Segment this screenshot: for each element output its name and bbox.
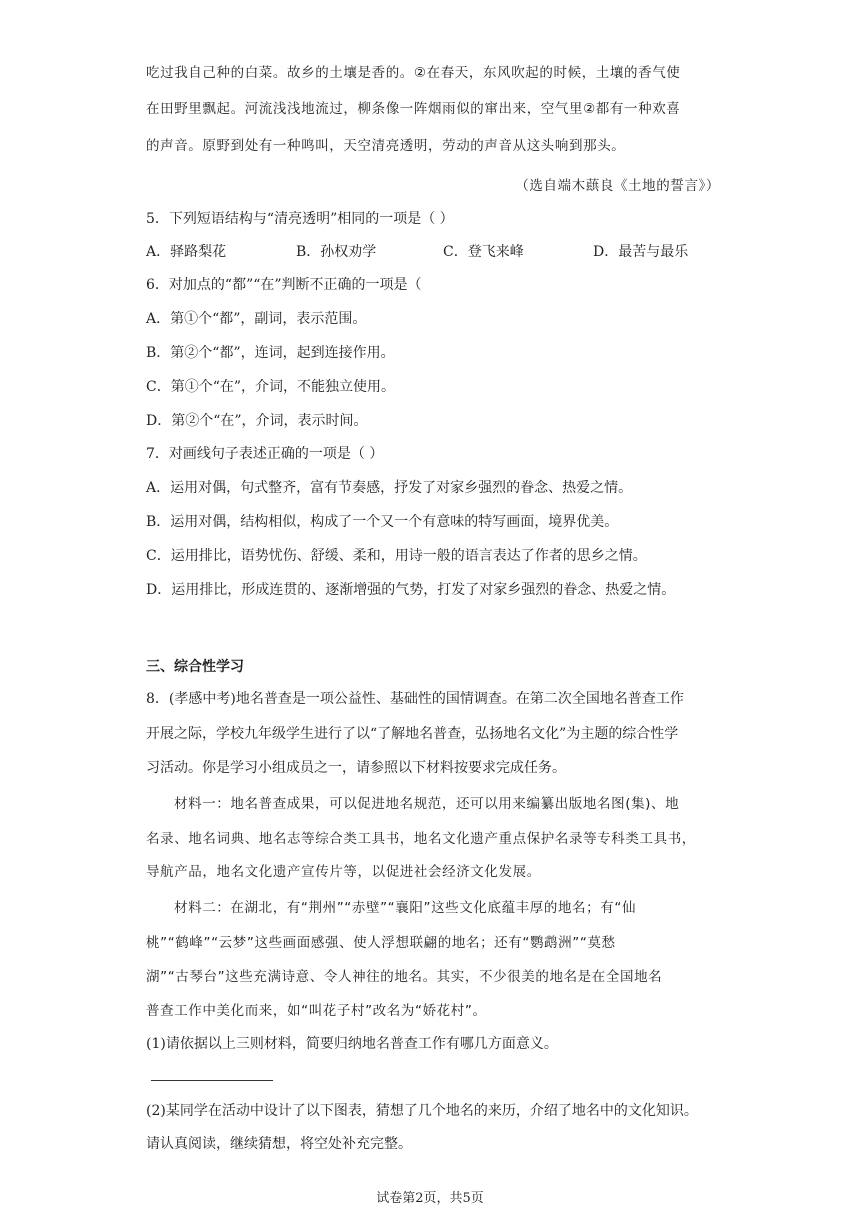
material1-line: 名录、地名词典、地名志等综合类工具书，地名文化遗产重点保护名录等专科类工具书，	[146, 831, 696, 847]
page-footer: 试卷第2页，共5页	[376, 1191, 484, 1206]
q8-sub2-line: 请认真阅读，继续猜想，将空处补充完整。	[146, 1136, 412, 1152]
q7-option-d: D．运用排比，形成连贯的、逐渐增强的气势，打发了对家乡强烈的眷念、热爱之情。	[146, 582, 676, 598]
q6-option-a: A．第①个“都”，副词，表示范围。	[146, 311, 367, 327]
q6-option-b: B．第②个“都”，连词，起到连接作用。	[146, 345, 395, 361]
passage-line: 的声音。原野到处有一种鸣叫，天空清亮透明，劳动的声音从这头响到那头。	[146, 138, 626, 154]
answer-blank[interactable]	[151, 1080, 273, 1081]
passage-source: （选自端木蕻良《土地的誓言》）	[515, 178, 720, 194]
material1-line: 材料一：地名普查成果，可以促进地名规范，还可以用来编纂出版地名图(集)、地	[174, 796, 680, 812]
section-heading: 三、综合性学习	[146, 659, 244, 675]
q7-option-b: B．运用对偶，结构相似，构成了一个又一个有意味的特写画面，境界优美。	[146, 514, 619, 530]
q8-intro-line: 8．(孝感中考)地名普查是一项公益性、基础性的国情调查。在第二次全国地名普查工作	[146, 691, 684, 707]
q5-stem: 5．下列短语结构与“清亮透明”相同的一项是（ ）	[146, 211, 454, 227]
q6-option-d: D．第②个“在”，介词，表示时间。	[146, 413, 368, 429]
q5-option-d: D．最苦与最乐	[593, 244, 689, 260]
material2-line: 普查工作中美化而来，如“叫花子村”改名为“娇花村”。	[146, 1003, 487, 1019]
q6-stem: 6．对加点的“都”“在”判断不正确的一项是（	[146, 277, 422, 293]
q8-intro-line: 开展之际，学校九年级学生进行了以“了解地名普查，弘扬地名文化”为主题的综合性学	[146, 726, 679, 742]
q8-sub1: (1)请依据以上三则材料，简要归纳地名普查工作有哪几方面意义。	[146, 1036, 558, 1052]
passage-line: 吃过我自己种的白菜。故乡的土壤是香的。②在春天，东风吹起的时候，土壤的香气使	[146, 65, 681, 81]
passage-line: 在田野里飘起。河流浅浅地流过，柳条像一阵烟雨似的窜出来，空气里②都有一种欢喜	[146, 101, 681, 117]
q7-stem: 7．对画线句子表述正确的一项是（ ）	[146, 446, 384, 462]
q5-option-a: A．驿路梨花	[146, 244, 227, 260]
material1-line: 导航产品，地名文化遗产宣传片等，以促进社会经济文化发展。	[146, 864, 541, 880]
material2-line: 湖”“古琴台”这些充满诗意、令人神往的地名。其实，不少很美的地名是在全国地名	[146, 969, 663, 985]
q8-intro-line: 习活动。你是学习小组成员之一，请参照以下材料按要求完成任务。	[146, 760, 566, 776]
q7-option-c: C．运用排比，语势忧伤、舒缓、柔和，用诗一般的语言表达了作者的思乡之情。	[146, 548, 647, 564]
q8-sub2-line: (2)某同学在活动中设计了以下图表，猜想了几个地名的来历，介绍了地名中的文化知识。	[146, 1103, 698, 1119]
q7-option-a: A．运用对偶，句式整齐，富有节奏感，抒发了对家乡强烈的眷念、热爱之情。	[146, 480, 633, 496]
q5-option-c: C．登飞来峰	[443, 244, 524, 260]
q5-option-b: B．孙权劝学	[296, 244, 377, 260]
q6-option-c: C．第①个“在”，介词，不能独立使用。	[146, 379, 396, 395]
material2-line: 材料二：在湖北，有“荆州”“赤壁”“襄阳”这些文化底蕴丰厚的地名；有“仙	[174, 900, 637, 916]
material2-line: 桃”“鹤峰”“云梦”这些画面感强、使人浮想联翩的地名；还有“鹦鹉洲”“莫愁	[146, 935, 616, 951]
